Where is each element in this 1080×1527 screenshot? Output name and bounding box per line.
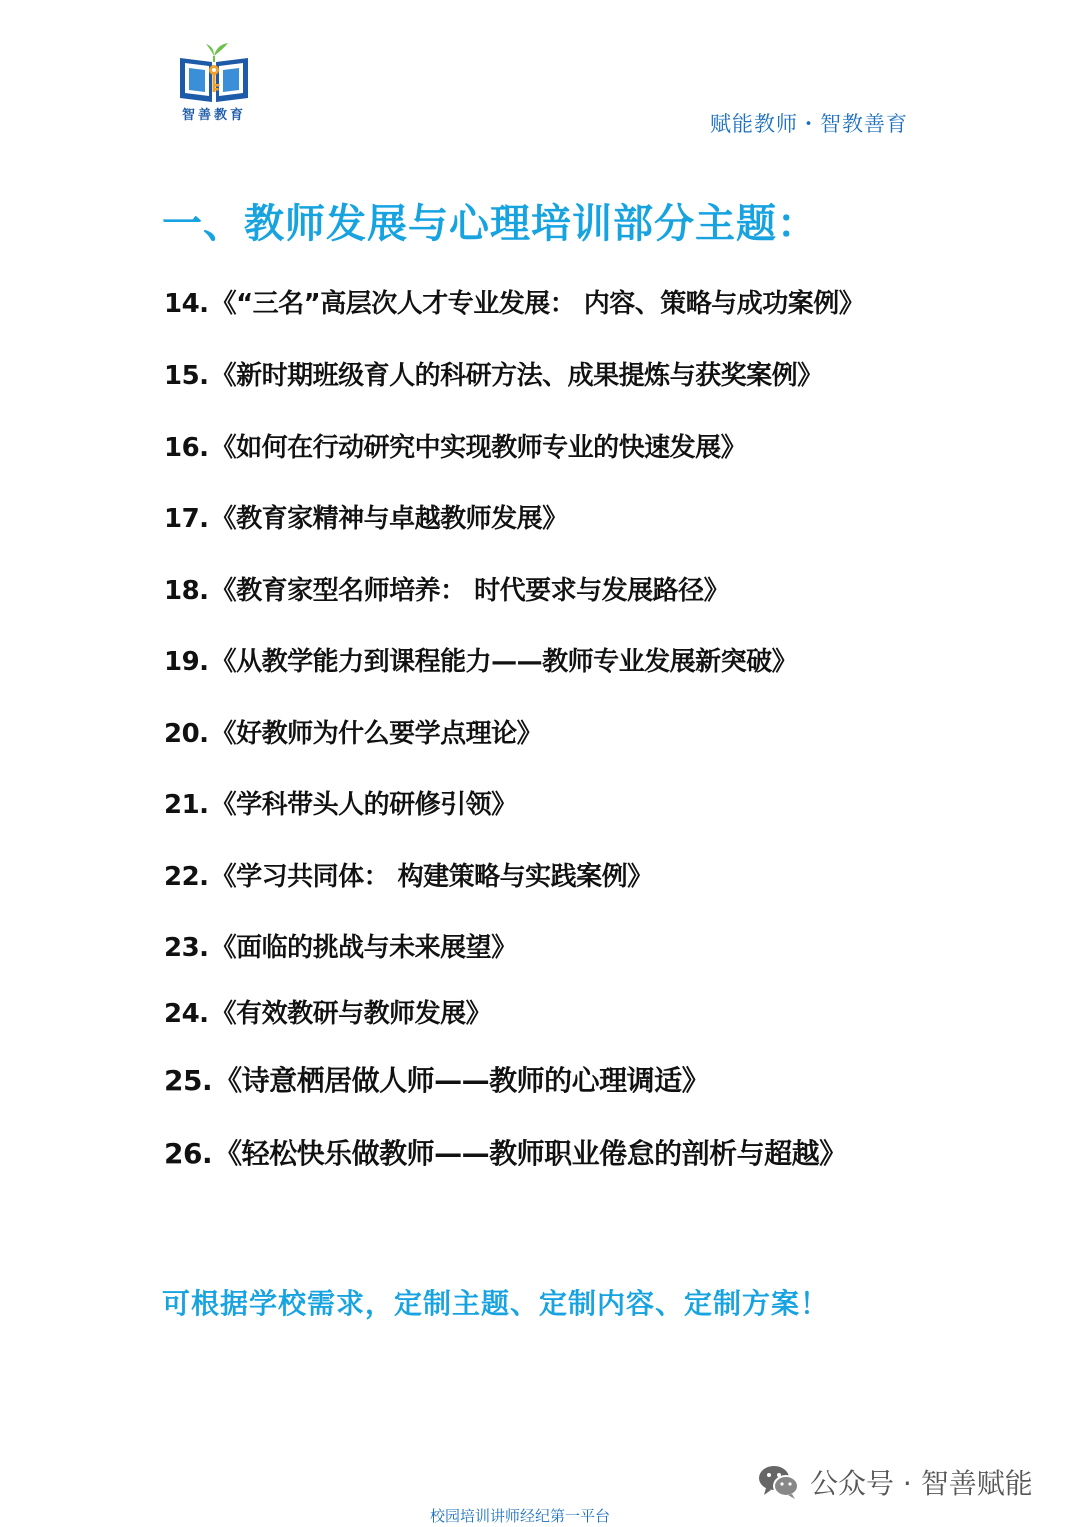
topic-title: 《诗意栖居做人师——教师的心理调适》 <box>214 1064 710 1097</box>
topic-number: 26. <box>164 1137 213 1170</box>
topic-item <box>164 570 729 607</box>
topic-title: 《轻松快乐做教师——教师职业倦怠的剖析与超越》 <box>214 1137 847 1170</box>
brand-logo <box>172 40 256 124</box>
topic-title: 《如何在行动研究中实现教师专业的快速发展》 <box>210 433 747 463</box>
page-footer: 校园培训讲师经纪第一平台 <box>429 1507 610 1525</box>
topic-item <box>164 355 823 392</box>
topic-title: 《面临的挑战与未来展望》 <box>210 933 517 963</box>
topic-title: 《从教学能力到课程能力——教师专业发展新突破》 <box>210 647 798 677</box>
topic-number: 16. <box>164 433 209 463</box>
topic-number: 25. <box>164 1064 213 1097</box>
topic-title: 《“三名”高层次人才专业发展： 内容、策略与成功案例》 <box>210 289 865 319</box>
topic-number: 15. <box>164 361 209 391</box>
topic-title: 《学习共同体： 构建策略与实践案例》 <box>210 862 653 892</box>
topic-item <box>164 713 542 750</box>
open-book-icon <box>176 40 252 104</box>
topic-title: 《有效教研与教师发展》 <box>210 999 492 1029</box>
topic-number: 24. <box>164 999 209 1029</box>
topic-title: 《教育家精神与卓越教师发展》 <box>210 504 568 534</box>
topic-number: 14. <box>164 289 209 319</box>
topic-item <box>164 498 568 535</box>
topic-title: 《好教师为什么要学点理论》 <box>210 719 543 749</box>
logo-text: 智善教育 <box>181 108 246 123</box>
topic-number: 20. <box>164 719 209 749</box>
topic-item <box>164 641 797 678</box>
section-title: 一、教师发展与心理培训部分主题： <box>162 201 818 247</box>
topic-number: 18. <box>164 576 209 606</box>
topic-item <box>164 927 517 964</box>
topic-item <box>164 1132 847 1172</box>
topic-item <box>164 993 491 1030</box>
topic-item <box>164 427 746 464</box>
topic-title: 《新时期班级育人的科研方法、成果提炼与获奖案例》 <box>210 361 823 391</box>
topic-title: 《学科带头人的研修引领》 <box>210 790 517 820</box>
watermark-text: 公众号 · 智善赋能 <box>810 1467 1033 1500</box>
topic-item <box>164 1059 709 1099</box>
wechat-watermark <box>758 1462 1033 1502</box>
topic-title: 《教育家型名师培养： 时代要求与发展路径》 <box>210 576 730 606</box>
custom-note: 可根据学校需求，定制主题、定制内容、定制方案！ <box>162 1287 830 1320</box>
topic-number: 22. <box>164 862 209 892</box>
header-slogan: 赋能教师・智教善育 <box>710 112 908 136</box>
topic-number: 17. <box>164 504 209 534</box>
topic-item <box>164 856 653 893</box>
topic-number: 19. <box>164 647 209 677</box>
topic-number: 21. <box>164 790 209 820</box>
topic-number: 23. <box>164 933 209 963</box>
topic-item <box>164 784 517 821</box>
wechat-icon <box>758 1464 800 1500</box>
topic-item <box>164 283 864 320</box>
